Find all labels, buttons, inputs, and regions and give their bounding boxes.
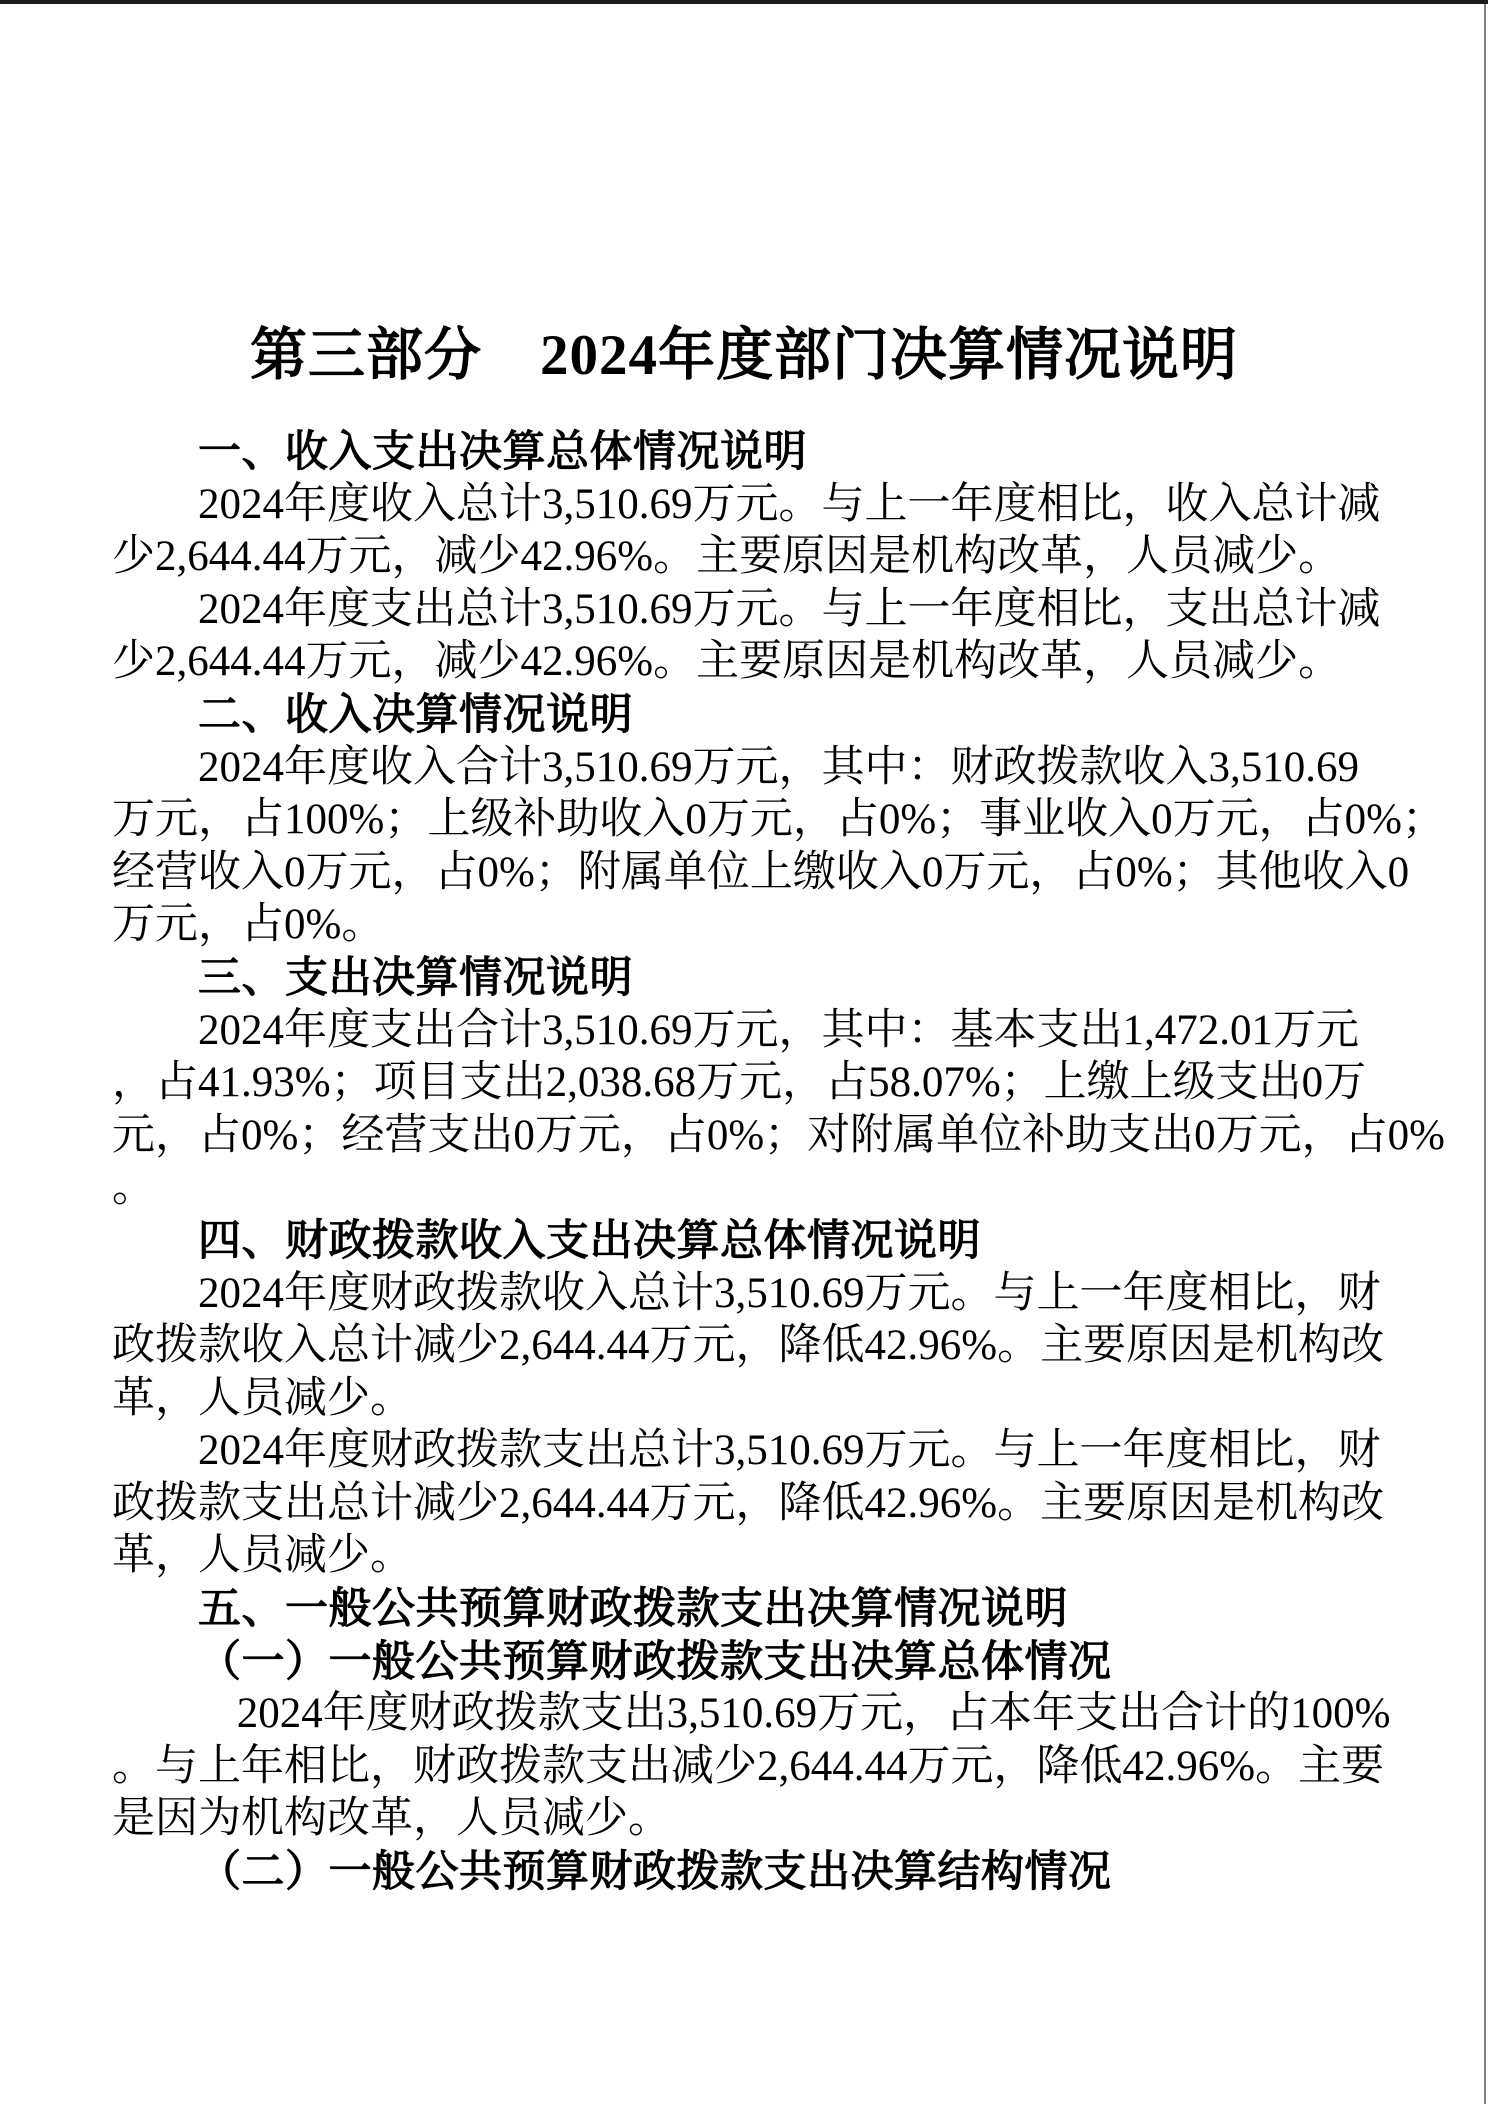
- paragraph-line: 2024年度财政拨款收入总计3,510.69万元。与上一年度相比，财: [198, 1269, 1381, 1317]
- section-heading-line: 四、财政拨款收入支出决算总体情况说明: [198, 1216, 981, 1265]
- paragraph-line: ，占41.93%；项目支出2,038.68万元，占58.07%；上缴上级支出0万: [112, 1059, 1367, 1107]
- top-border-bar: [0, 0, 1488, 4]
- paragraph-line: 政拨款支出总计减少2,644.44万元，降低42.96%。主要原因是机构改: [112, 1479, 1385, 1527]
- section-heading-line: 三、支出决算情况说明: [198, 953, 633, 1002]
- paragraph-line: 万元，占100%；上级补助收入0万元，占0%；事业收入0万元，占0%；: [112, 796, 1445, 844]
- paragraph-line: 经营收入0万元，占0%；附属单位上缴收入0万元，占0%；其他收入0: [112, 848, 1410, 896]
- paragraph-line: 元，占0%；经营支出0万元，占0%；对附属单位补助支出0万元，占0%: [112, 1111, 1445, 1159]
- section-heading-line: （一）一般公共预算财政拨款支出决算总体情况: [198, 1637, 1112, 1686]
- paragraph-line: 2024年度财政拨款支出总计3,510.69万元。与上一年度相比，财: [198, 1427, 1381, 1475]
- paragraph-line: 2024年度支出总计3,510.69万元。与上一年度相比，支出总计减: [198, 585, 1381, 633]
- section-heading-line: 一、收入支出决算总体情况说明: [198, 428, 807, 476]
- document-title: 第三部分 2024年度部门决算情况说明: [250, 324, 1238, 387]
- section-heading-line: （二）一般公共预算财政拨款支出决算结构情况: [198, 1848, 1112, 1897]
- paragraph-line: 革，人员减少。: [112, 1532, 413, 1580]
- section-heading-line: 五、一般公共预算财政拨款支出决算情况说明: [198, 1585, 1068, 1634]
- paragraph-line: 是因为机构改革，人员减少。: [112, 1795, 671, 1843]
- paragraph-line: 。与上年相比，财政拨款支出减少2,644.44万元，降低42.96%。主要: [112, 1742, 1385, 1790]
- paragraph-line: 2024年度收入总计3,510.69万元。与上一年度相比，收入总计减: [198, 480, 1381, 528]
- paragraph-line: 少2,644.44万元，减少42.96%。主要原因是机构改革，人员减少。: [112, 638, 1342, 686]
- paragraph-line: 2024年度支出合计3,510.69万元，其中：基本支出1,472.01万元: [198, 1006, 1359, 1054]
- paragraph-line: 万元，占0%。: [112, 901, 385, 949]
- paragraph-line: 政拨款收入总计减少2,644.44万元，降低42.96%。主要原因是机构改: [112, 1322, 1385, 1370]
- paragraph-line: 2024年度收入合计3,510.69万元，其中：财政拨款收入3,510.69: [198, 743, 1359, 791]
- section-heading-line: 二、收入决算情况说明: [198, 690, 633, 739]
- paragraph-line: 少2,644.44万元，减少42.96%。主要原因是机构改革，人员减少。: [112, 533, 1342, 581]
- paragraph-line: 2024年度财政拨款支出3,510.69万元，占本年支出合计的100%: [236, 1690, 1391, 1738]
- paragraph-line: 革，人员减少。: [112, 1374, 413, 1422]
- right-edge-line: [1484, 4, 1486, 2104]
- document-body: [112, 426, 1445, 1899]
- paragraph-line: 。: [112, 1164, 155, 1212]
